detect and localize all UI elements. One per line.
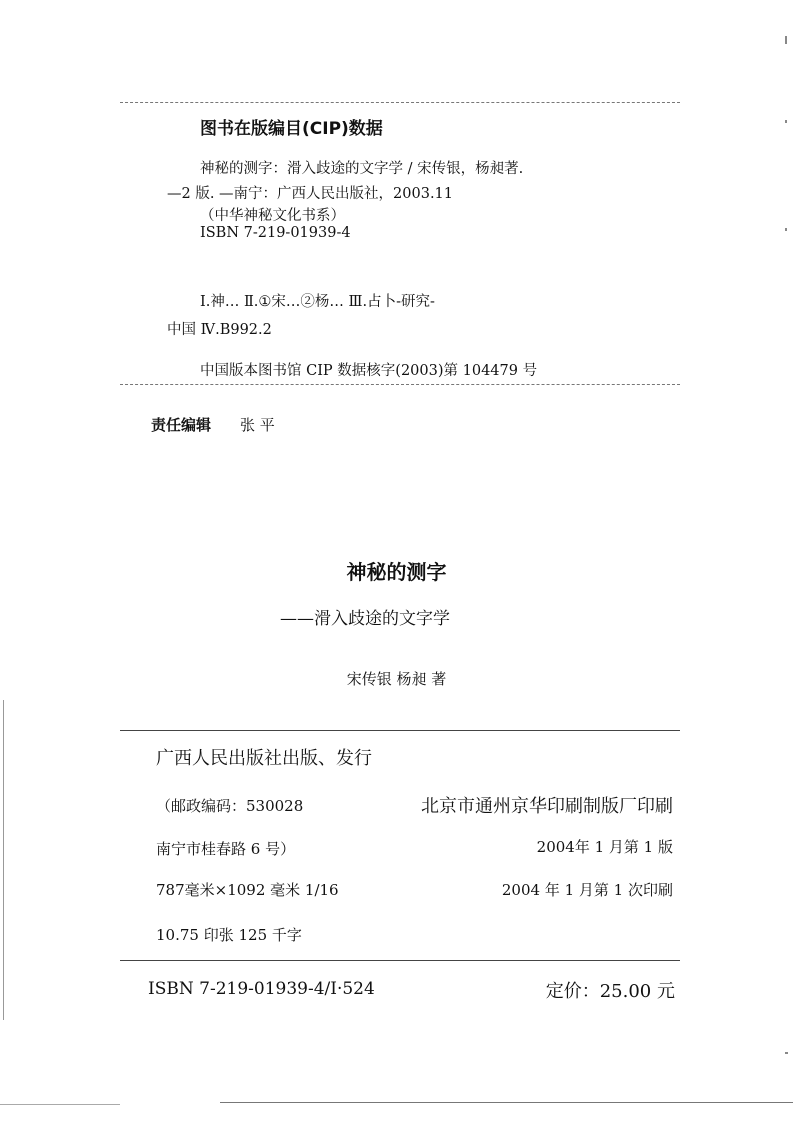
editor-name: 张 平 <box>240 416 275 434</box>
book-authors: 宋传银 杨昶 著 <box>346 670 447 688</box>
editor-label: 责任编辑 <box>151 416 212 434</box>
pub-bottom-rule <box>120 960 680 961</box>
isbn-full: ISBN 7-219-01939-4/I·524 <box>148 979 375 999</box>
cip-line-isbn: ISBN 7-219-01939-4 <box>200 225 351 241</box>
cip-line-series: （中华神秘文化书系） <box>200 208 345 224</box>
scan-edge-bottom <box>220 1102 793 1103</box>
scan-speck-1 <box>785 36 787 44</box>
printer: 北京市通州京华印刷制版厂印刷 <box>421 796 673 817</box>
cip-line-title: 神秘的测字：滑入歧途的文字学 / 宋传银，杨昶著. <box>200 161 524 177</box>
cip-heading: 图书在版编目(CIP)数据 <box>200 119 383 139</box>
scan-edge-left <box>3 700 4 1020</box>
cip-top-divider <box>120 102 680 103</box>
postcode: （邮政编码：530028 <box>156 797 304 815</box>
printing: 2004 年 1 月第 1 次印刷 <box>501 881 673 899</box>
publisher: 广西人民出版社出版、发行 <box>156 748 372 769</box>
edition: 2004年 1 月第 1 版 <box>536 838 673 856</box>
book-subtitle: ——滑入歧途的文字学 <box>280 609 450 629</box>
format: 787毫米×1092 毫米 1/16 <box>156 881 339 899</box>
sheets: 10.75 印张 125 千字 <box>156 926 302 944</box>
book-title: 神秘的测字 <box>346 560 447 584</box>
scan-speck-3 <box>785 228 787 231</box>
cip-bottom-divider <box>120 384 680 385</box>
scan-speck-4 <box>785 1052 788 1054</box>
address: 南宁市桂春路 6 号） <box>156 840 296 858</box>
cip-line-edition: —2 版. —南宁：广西人民出版社，2003.11 <box>167 186 454 202</box>
scan-edge-bottom-left <box>0 1104 120 1105</box>
scan-speck-2 <box>785 120 787 123</box>
pub-top-rule <box>120 730 680 731</box>
price: 定价：25.00 元 <box>545 981 675 1002</box>
cip-line-classification: Ⅰ.神… Ⅱ.①宋…②杨… Ⅲ.占卜-研究- <box>200 294 435 310</box>
cip-line-classification-cont: 中国 Ⅳ.B992.2 <box>167 322 272 338</box>
cip-line-record: 中国版本图书馆 CIP 数据核字(2003)第 104479 号 <box>200 363 538 379</box>
